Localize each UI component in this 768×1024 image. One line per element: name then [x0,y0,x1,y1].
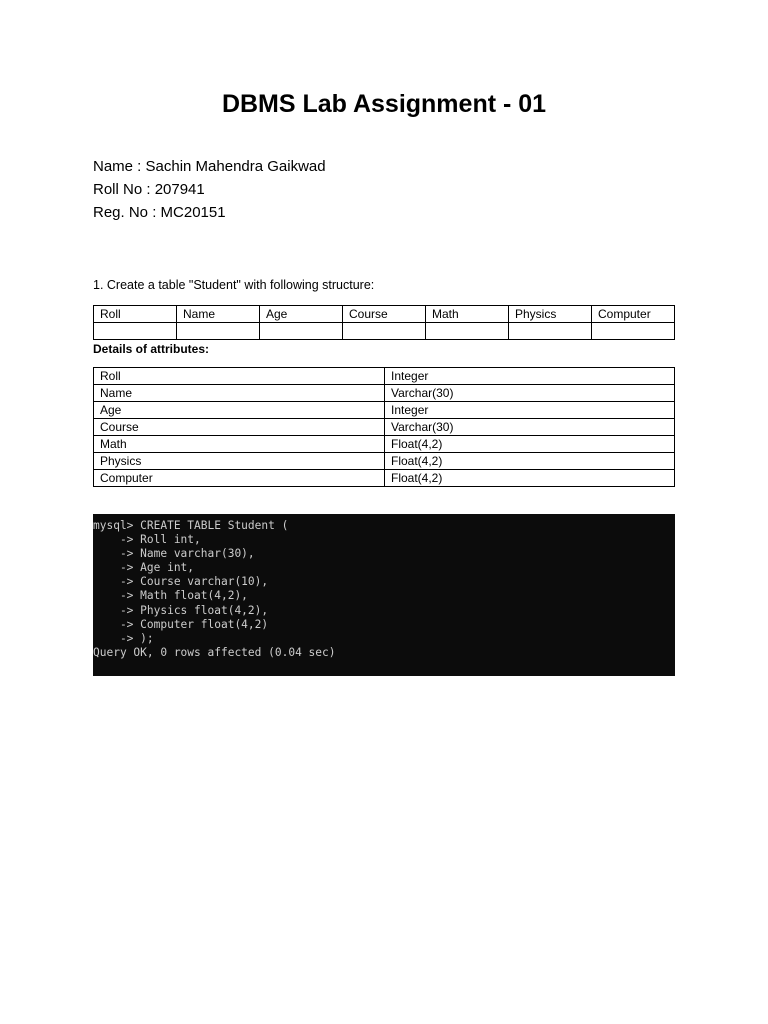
roll-label: Roll No : [93,181,155,198]
attribute-type-cell: Varchar(30) [385,419,675,436]
structure-header-cell: Age [260,306,343,323]
attributes-table [93,367,675,487]
attribute-type-cell: Integer [385,402,675,419]
structure-table [93,305,675,340]
structure-header-row [94,306,675,323]
question-text: 1. Create a table "Student" with following structure: [93,278,375,292]
structure-empty-cell [592,323,675,340]
terminal-line: -> Course varchar(10), [93,575,269,589]
terminal-line: -> Name varchar(30), [93,547,255,561]
student-info [93,155,326,224]
table-row [94,470,675,487]
roll-value: 207941 [154,181,205,198]
table-row [94,436,675,453]
attribute-type-cell: Integer [385,368,675,385]
table-row [94,453,675,470]
roll-row [93,178,326,201]
structure-empty-cell [426,323,509,340]
name-value: Sachin Mahendra Gaikwad [145,158,326,175]
terminal-line: -> ); [93,631,154,645]
name-label: Name : [93,158,146,175]
attribute-name-cell: Computer [94,470,385,487]
attribute-name-cell: Name [94,385,385,402]
table-row [94,385,675,402]
page-title: DBMS Lab Assignment - 01 [221,90,547,118]
structure-header-cell: Roll [94,306,177,323]
terminal-line: -> Computer float(4,2) [93,617,269,631]
structure-header-cell: Physics [509,306,592,323]
structure-header-cell: Name [177,306,260,323]
attribute-name-cell: Course [94,419,385,436]
structure-header-cell: Math [426,306,509,323]
structure-header-cell: Computer [592,306,675,323]
reg-row [93,201,326,224]
details-title: Details of attributes: [93,342,210,356]
attribute-name-cell: Math [94,436,385,453]
structure-empty-cell [177,323,260,340]
structure-empty-row [94,323,675,340]
terminal-line: -> Physics float(4,2), [93,603,269,617]
attribute-name-cell: Roll [94,368,385,385]
structure-empty-cell [260,323,343,340]
structure-empty-cell [343,323,426,340]
attribute-type-cell: Varchar(30) [385,385,675,402]
table-row [94,368,675,385]
reg-value: MC20151 [160,204,226,221]
terminal-line: -> Age int, [93,561,195,575]
structure-header-cell: Course [343,306,426,323]
terminal-line: -> Roll int, [93,533,201,547]
attribute-type-cell: Float(4,2) [385,453,675,470]
terminal-screenshot [93,514,675,676]
reg-label: Reg. No : [93,204,161,221]
attribute-name-cell: Age [94,402,385,419]
terminal-line: Query OK, 0 rows affected (0.04 sec) [93,645,336,659]
attribute-name-cell: Physics [94,453,385,470]
table-row [94,419,675,436]
name-row [93,155,326,178]
structure-empty-cell [94,323,177,340]
terminal-line: -> Math float(4,2), [93,589,248,603]
attribute-type-cell: Float(4,2) [385,470,675,487]
structure-empty-cell [509,323,592,340]
attribute-type-cell: Float(4,2) [385,436,675,453]
terminal-line: mysql> CREATE TABLE Student ( [93,519,289,532]
table-row [94,402,675,419]
